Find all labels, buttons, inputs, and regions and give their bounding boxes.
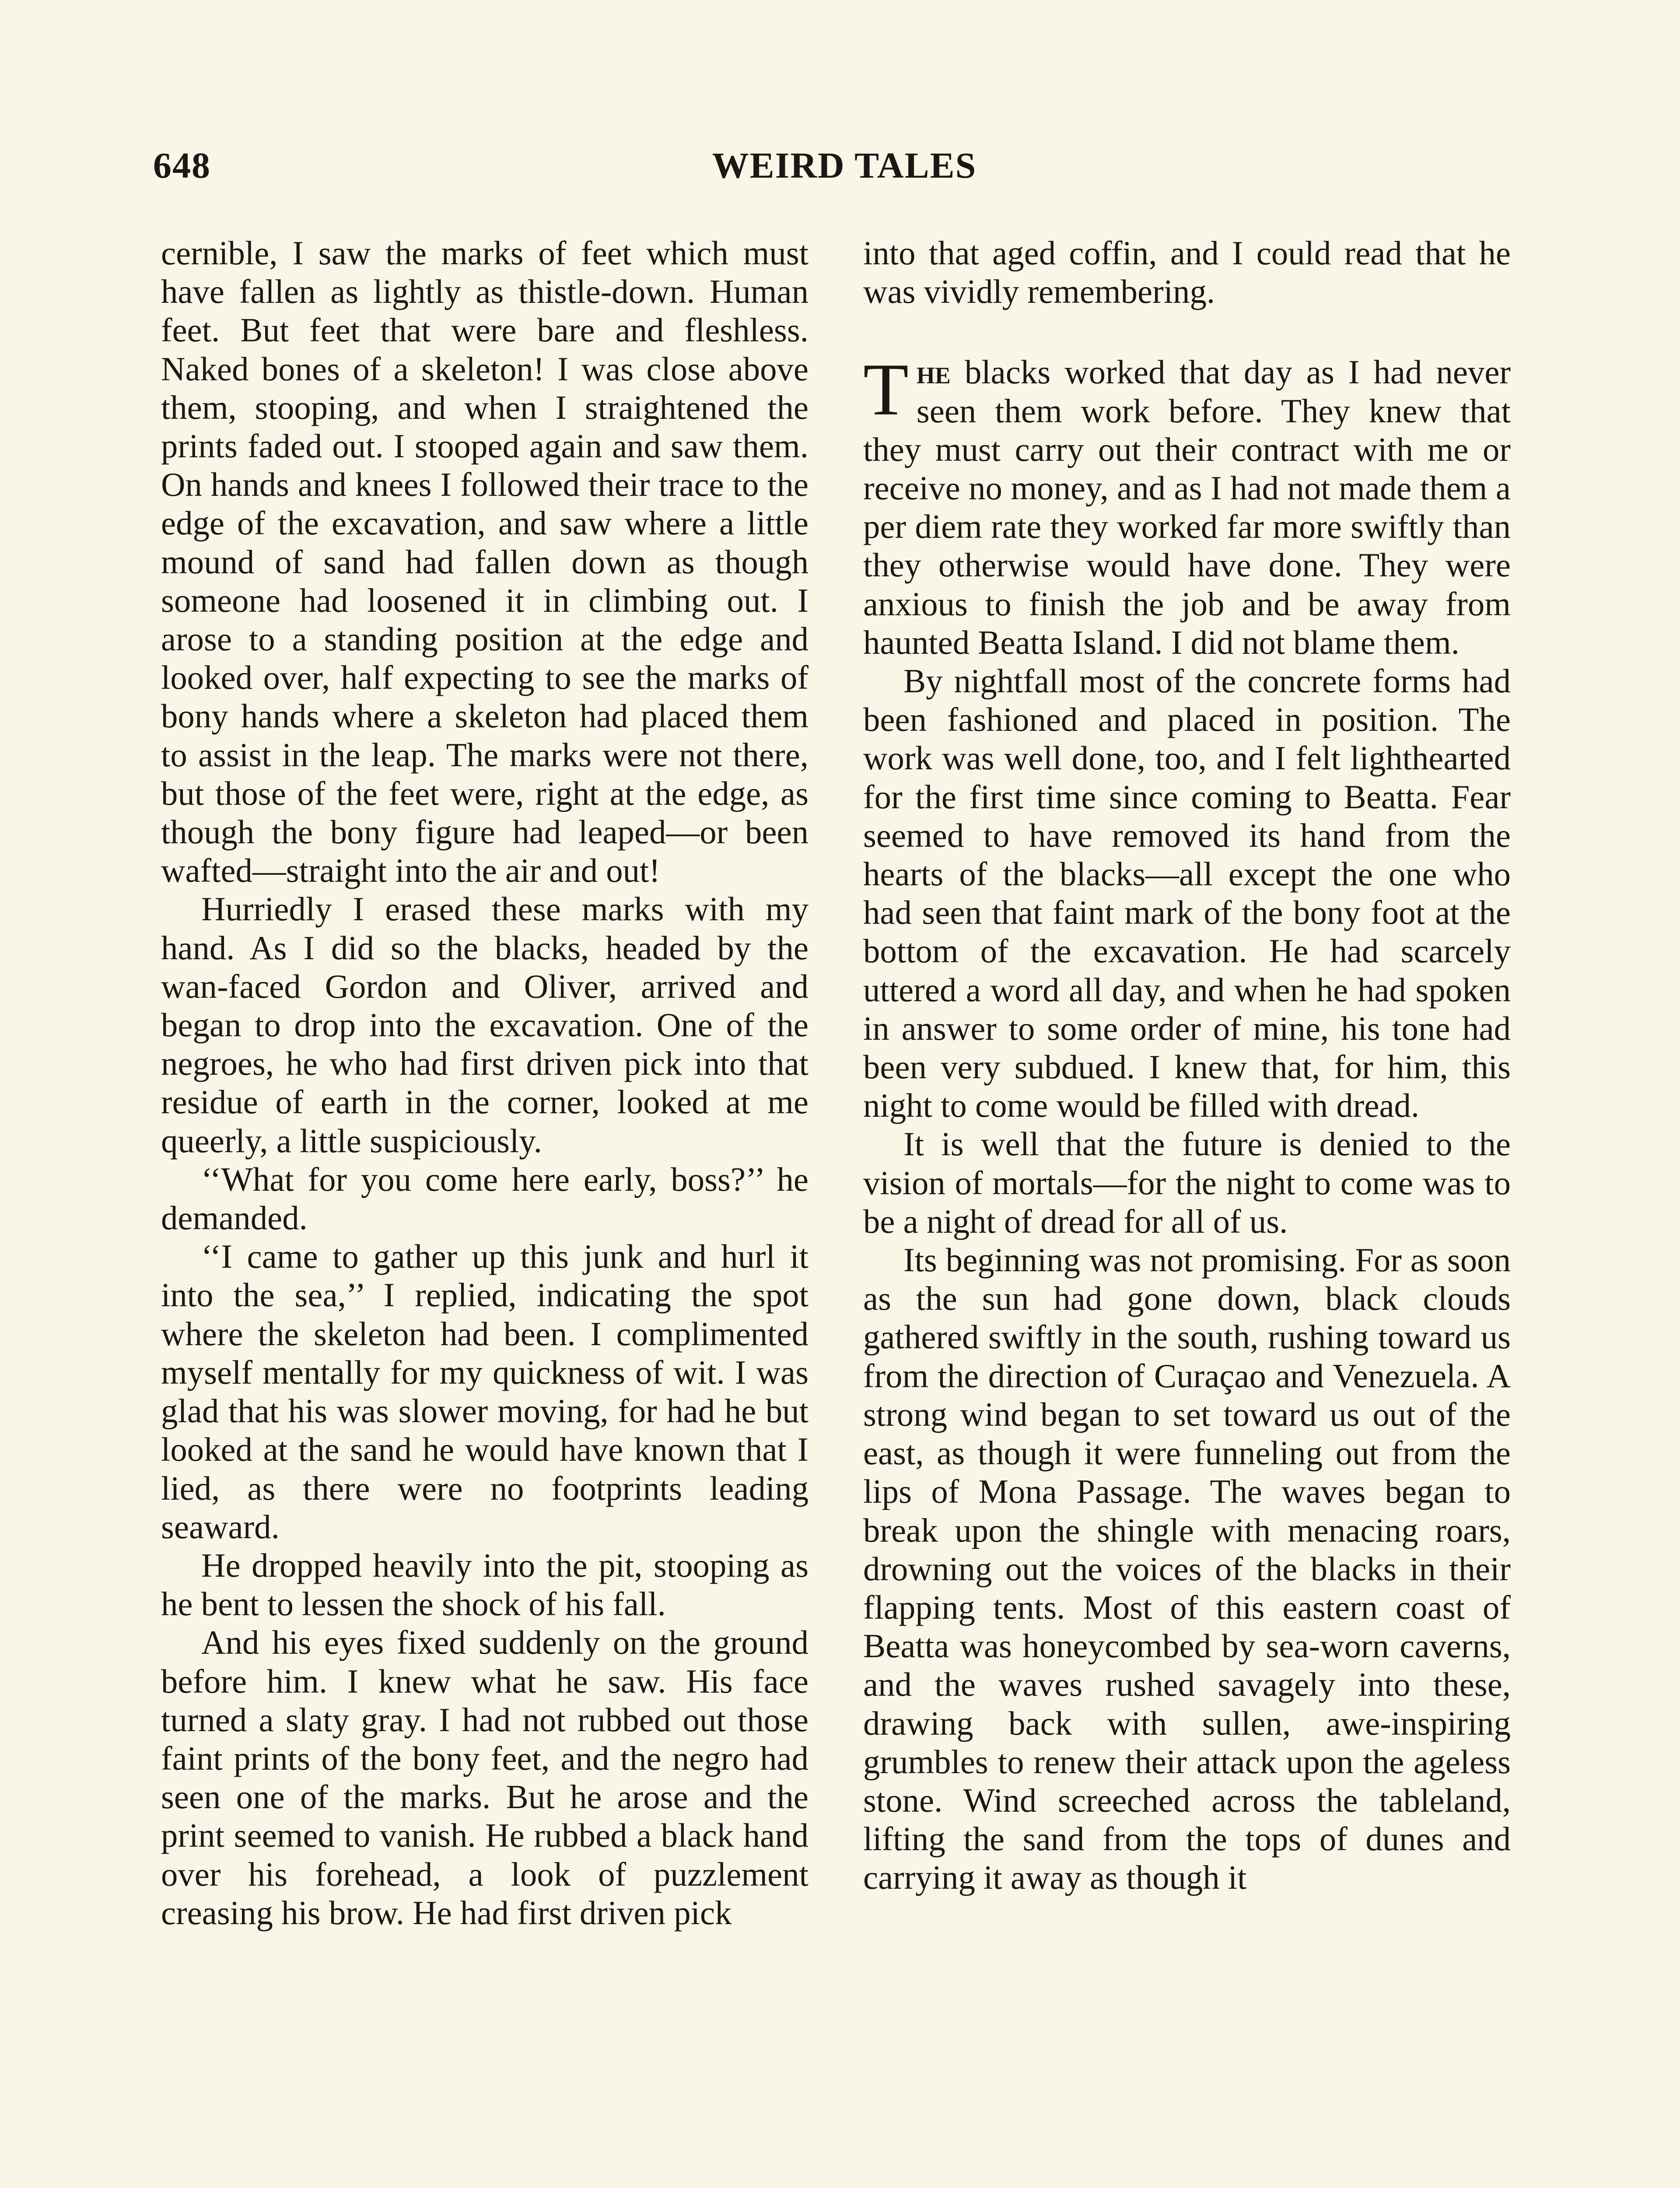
drop-cap: T	[863, 348, 909, 431]
small-caps-lead: he	[916, 354, 951, 391]
left-column	[161, 234, 808, 2188]
right-column	[863, 234, 1511, 2188]
paragraph: into that aged coffin, and I could read that he was vividly remembering.	[863, 235, 1511, 311]
paragraph: ‘‘I came to gather up this junk and hurl it into the sea,’’ I replied, indicating the spot where the skeleton had been. I complimented myself mentally for my quickness of wit. I was glad that his was slower moving, for had he but looked at the sand he would have known that I lied, as there were no footprints leading seaward.	[161, 1238, 808, 1546]
paragraph: He dropped heavily into the pit, stooping as he bent to lessen the shock of his fall.	[161, 1546, 808, 1623]
section-opening-paragraph	[863, 348, 1511, 662]
paragraph: By nightfall most of the concrete forms had been fashioned and placed in position. The work was well done, too, and I felt lighthearted for the first time since coming to Beatta. Fear seemed to have removed its hand from the hearts of the blacks—all except the one who had seen that faint mark of the bony foot at the bottom of the excavation. He had scarcely uttered a word all day, and when he had spoken in answer to some order of mine, his tone had been very subdued. I knew that, for him, this night to come would be filled with dread.	[863, 663, 1511, 1125]
page-header	[153, 144, 1536, 193]
paragraph: It is well that the future is denied to the vision of mortals—for the night to come was to be a night of dread for all of us.	[863, 1126, 1511, 1240]
paragraph: Hurriedly I erased these marks with my hand. As I did so the blacks, headed by the wan-faced Gordon and Oliver, arrived and began to drop into the excavation. One of the negroes, he who had first driven pick into that residue of earth in the corner, looked at me queerly, a little suspiciously.	[161, 891, 808, 1160]
paragraph-text: blacks worked that day as I had never seen them work before. They knew that they must carry out their contract with me or receive no money, and as I had not made them a per diem rate they worked far more swiftly than they otherwise would have done. They were anxious to finish the job and be away from haunted Beatta Island. I did not blame them.	[863, 354, 1511, 661]
running-title: WEIRD TALES	[712, 145, 977, 186]
page-number: 648	[153, 145, 211, 186]
paragraph: cernible, I saw the marks of feet which must have fallen as lightly as thistle-down. Human feet. But feet that were bare and fleshless. Naked bones of a skeleton! I was close above them, stooping, and when I straightened the prints faded out. I stooped again and saw them. On hands and knees I followed their trace to the edge of the excavation, and saw where a little mound of sand had fallen down as though someone had loosened it in climbing out. I arose to a standing position at the edge and looked over, half expecting to see the marks of bony hands where a skeleton had placed them to assist in the leap. The marks were not there, but those of the feet were, right at the edge, as though the bony figure had leaped—or been wafted—straight into the air and out!	[161, 235, 808, 890]
paragraph: ‘‘What for you come here early, boss?’’ he demanded.	[161, 1161, 808, 1237]
paragraph: Its beginning was not promising. For as soon as the sun had gone down, black clouds gathered swiftly in the south, rushing toward us from the direction of Curaçao and Venezuela. A strong wind began to set toward us out of the east, as though it were funneling out from the lips of Mona Passage. The waves began to break upon the shingle with menacing roars, drowning out the voices of the blacks in their flapping tents. Most of this eastern coast of Beatta was honeycombed by sea-worn caverns, and the waves rushed savagely into these, drawing back with sullen, awe-inspiring grumbles to renew their attack upon the ageless stone. Wind screeched across the tableland, lifting the sand from the tops of dunes and carrying it away as though it	[863, 1241, 1511, 1897]
paragraph: And his eyes fixed suddenly on the ground before him. I knew what he saw. His face turned a slaty gray. I had not rubbed out those faint prints of the bony feet, and the negro had seen one of the marks. But he arose and the print seemed to vanish. He rubbed a black hand over his forehead, a look of puzzlement creasing his brow. He had first driven pick	[161, 1624, 808, 1932]
